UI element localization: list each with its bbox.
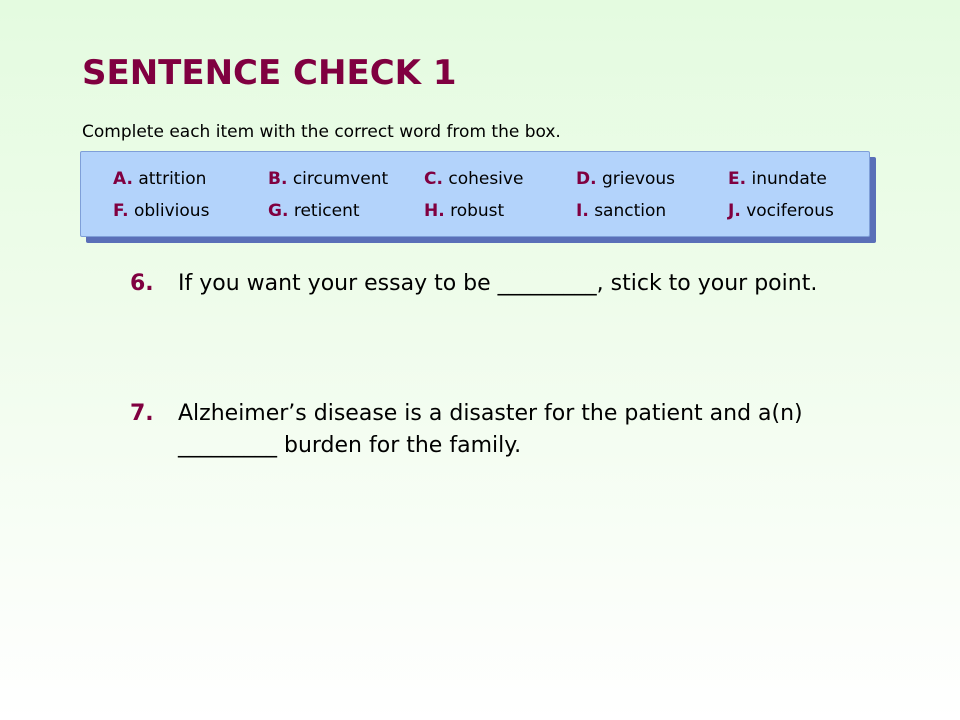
- choice-d: [576, 168, 675, 190]
- choice-e: [728, 168, 827, 190]
- choice-h: [424, 200, 504, 222]
- choice-f: [113, 200, 209, 222]
- choice-letter: I.: [576, 201, 589, 221]
- choice-word: inundate: [751, 169, 827, 189]
- choice-word: oblivious: [133, 201, 210, 221]
- choice-word: grievous: [601, 169, 676, 189]
- choice-c: [424, 168, 523, 190]
- choice-letter: A.: [113, 169, 133, 189]
- choice-word: circumvent: [292, 169, 389, 189]
- choice-i: [576, 200, 666, 222]
- choice-word: cohesive: [448, 169, 524, 189]
- choice-j: [728, 200, 834, 222]
- choice-letter: H.: [424, 201, 445, 221]
- choice-word: robust: [450, 201, 505, 221]
- choice-word: attrition: [138, 169, 207, 189]
- choice-letter: C.: [424, 169, 443, 189]
- choice-letter: B.: [268, 169, 288, 189]
- question-text: If you want your essay to be _________, stick to your point.: [178, 271, 818, 296]
- choice-letter: F.: [113, 201, 129, 221]
- question-number: 7.: [130, 401, 154, 426]
- choice-a: [113, 168, 206, 190]
- choice-g: [268, 200, 360, 222]
- question-text: Alzheimer’s disease is a disaster for the patient and a(n) _________ burden for the family.: [178, 401, 803, 458]
- choice-word: vociferous: [746, 201, 834, 221]
- instructions: Complete each item with the correct word from the box.: [82, 122, 561, 142]
- choice-letter: J.: [728, 201, 741, 221]
- choice-letter: E.: [728, 169, 747, 189]
- choice-word: reticent: [293, 201, 360, 221]
- page-title: SENTENCE CHECK 1: [82, 53, 457, 93]
- word-box: [80, 151, 870, 237]
- choice-word: sanction: [594, 201, 667, 221]
- choice-b: [268, 168, 388, 190]
- choice-letter: G.: [268, 201, 289, 221]
- question-number: 6.: [130, 271, 154, 296]
- choice-letter: D.: [576, 169, 597, 189]
